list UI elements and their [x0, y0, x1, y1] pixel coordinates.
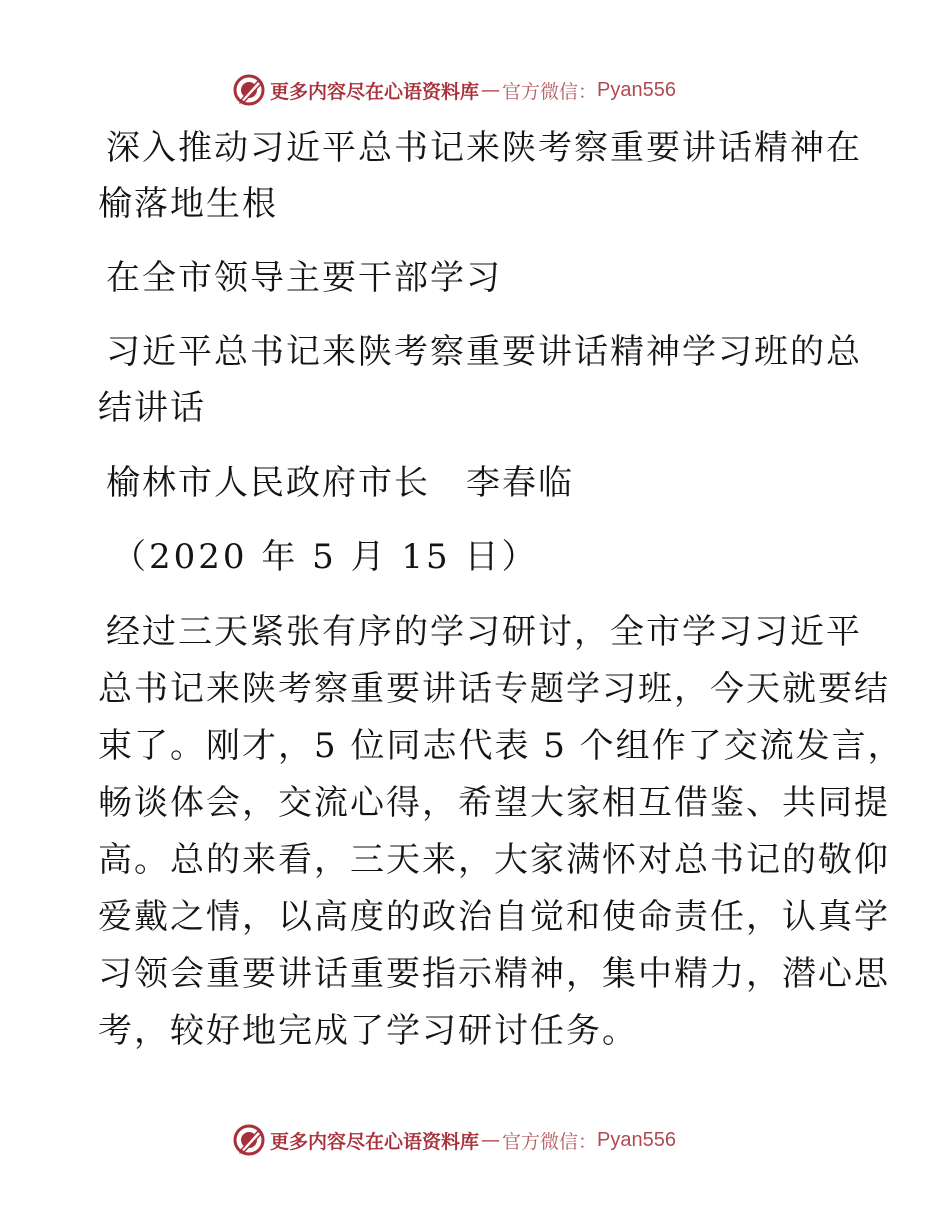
- title-line-2: 榆落地生根: [98, 184, 278, 224]
- watermark-dash: —: [481, 79, 501, 101]
- subtitle-line-2: 习近平总书记来陕考察重要讲话精神学习班的总: [106, 332, 862, 372]
- paragraph-line-1: 经过三天紧张有序的学习研讨，全市学习习近平: [106, 612, 862, 652]
- paragraph-line-6: 爱戴之情，以高度的政治自觉和使命责任，认真学: [98, 897, 890, 937]
- header-watermark: [232, 72, 676, 108]
- paragraph-line-8: 考，较好地完成了学习研讨任务。: [98, 1011, 638, 1051]
- watermark-wechat-id: Pyan556: [597, 78, 676, 101]
- watermark-text: 更多内容尽在心语资料库: [270, 1130, 480, 1153]
- watermark-text: 更多内容尽在心语资料库: [270, 80, 480, 103]
- subtitle-line-1: 在全市领导主要干部学习: [106, 258, 502, 298]
- watermark-official-label: 官方微信：: [502, 1130, 598, 1153]
- watermark-wechat-id: Pyan556: [597, 1128, 676, 1151]
- paragraph-line-5: 高。总的来看，三天来，大家满怀对总书记的敬仰: [98, 840, 890, 880]
- paragraph-line-2: 总书记来陕考察重要讲话专题学习班，今天就要结: [98, 669, 890, 709]
- watermark-official-label: 官方微信：: [502, 80, 598, 103]
- paragraph-line-3: 束了。刚才，5 位同志代表 5 个组作了交流发言，: [98, 726, 904, 766]
- date-line: （2020 年 5 月 15 日）: [112, 537, 539, 577]
- paragraph-line-4: 畅谈体会，交流心得，希望大家相互借鉴、共同提: [98, 783, 890, 823]
- paragraph-line-7: 习领会重要讲话重要指示精神，集中精力，潜心思: [98, 954, 890, 994]
- watermark-dash: —: [481, 1129, 501, 1151]
- seal-pen-icon: [232, 73, 266, 107]
- author-line: 榆林市人民政府市长 李春临: [106, 463, 574, 503]
- footer-watermark: [232, 1122, 676, 1158]
- subtitle-line-3: 结讲话: [98, 388, 206, 428]
- seal-pen-icon: [232, 1123, 266, 1157]
- title-line-1: 深入推动习近平总书记来陕考察重要讲话精神在: [106, 128, 862, 168]
